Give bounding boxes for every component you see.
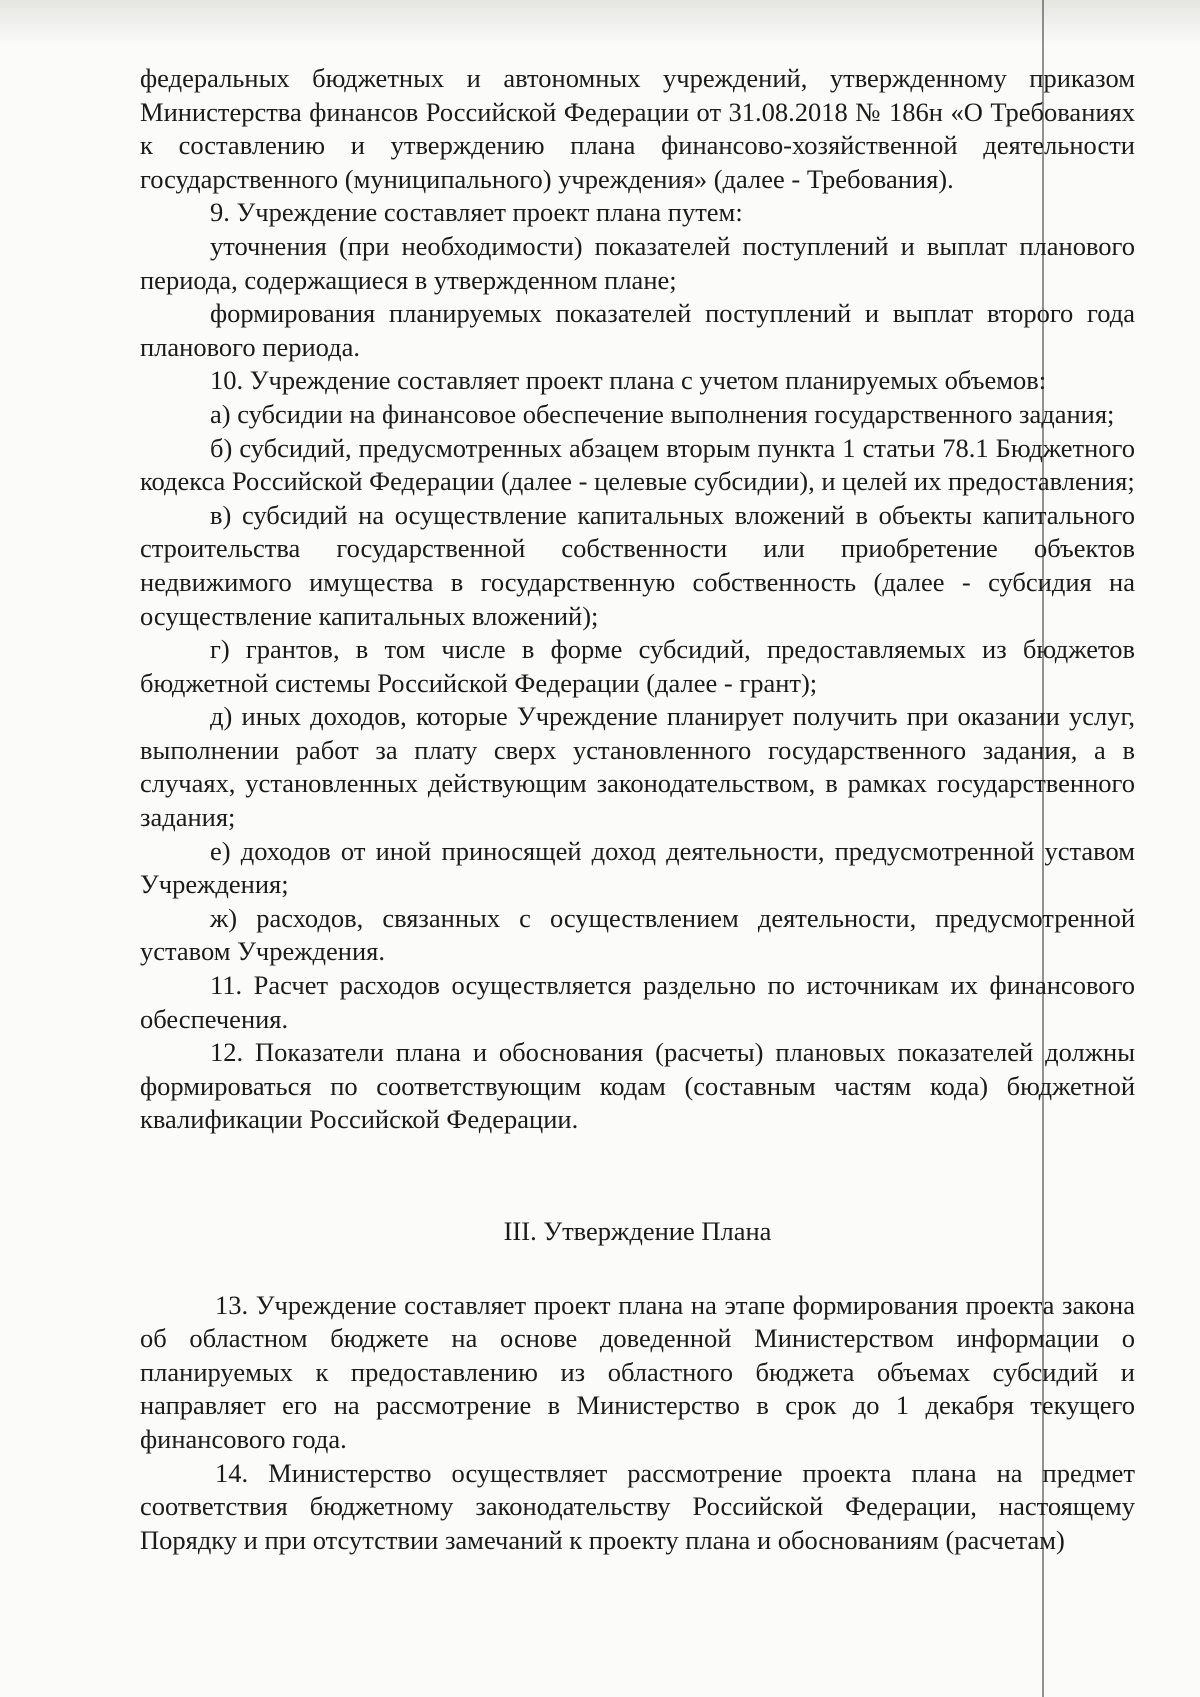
spacer <box>140 1137 1135 1215</box>
paragraph-9-item-1: уточнения (при необходимости) показателей поступлений и выплат планового периода, содержащиеся в утвержденном плане; <box>140 230 1135 295</box>
paragraph-requirements: федеральных бюджетных и автономных учреждений, утвержденному приказом Министерства финансов Российской Федерации от 31.08.2018 № 186н «О Требованиях к составлению и утверждению плана финансово-хозяйственной деятельности государственного (муниципального) учреждения» (далее - Требования). <box>140 63 1135 194</box>
spacer <box>140 1249 1135 1289</box>
paragraph-11: 11. Расчет расходов осуществляется раздельно по источникам их финансового обеспечения. <box>140 970 1135 1034</box>
paragraph-10-zh: ж) расходов, связанных с осуществлением деятельности, предусмотренной уставом Учреждения. <box>140 902 1135 967</box>
paragraph-10-v: в) субсидий на осуществление капитальных вложений в объекты капитального строительства государственной собственности или приобретение объектов недвижимого имущества в государственную собственность (далее - субсидия на осуществление капитальных вложений); <box>140 499 1135 631</box>
paragraph-10-d: д) иных доходов, которые Учреждение планирует получить при оказании услуг, выполнении работ за плату сверх установленного государственного задания, а в случаях, установленных действующим законодательством, в рамках государственного задания; <box>140 701 1135 833</box>
paragraph-9: 9. Учреждение составляет проект плана путем: <box>210 197 743 228</box>
paragraph-10-a: а) субсидии на финансовое обеспечение выполнения государственного задания; <box>210 398 1115 429</box>
paragraph-10-b: б) субсидий, предусмотренных абзацем вторым пункта 1 статьи 78.1 Бюджетного кодекса Российской Федерации (далее - целевые субсидии), и целей их предоставления; <box>140 432 1135 497</box>
paragraph-12: 12. Показатели плана и обоснования (расчеты) плановых показателей должны формироваться по соответствующим кодам (составным частям кода) бюджетной квалификации Российской Федерации. <box>140 1037 1135 1135</box>
section-title: III. Утверждение Плана <box>503 1216 772 1246</box>
paragraph-13: 13. Учреждение составляет проект плана на этапе формирования проекта закона об областном бюджете на основе доведенной Министерством информации о планируемых к предоставлению из областного бюджета объемах субсидий и направляет его на рассмотрение в Министерство в срок до 1 декабря текущего финансового года. <box>140 1289 1135 1454</box>
paragraph-9-item-2: формирования планируемых показателей поступлений и выплат второго года планового периода. <box>140 298 1135 362</box>
paragraph-10-e: е) доходов от иной приносящей доход деятельности, предусмотренной уставом Учреждения; <box>140 835 1135 900</box>
document-body <box>140 62 1135 1557</box>
paragraph-10: 10. Учреждение составляет проект плана с учетом планируемых объемов: <box>210 365 1047 396</box>
scan-shadow <box>0 0 1200 44</box>
paragraph-10-g: г) грантов, в том числе в форме субсидий, предоставляемых из бюджетов бюджетной системы Российской Федерации (далее - грант); <box>140 634 1135 698</box>
paragraph-14: 14. Министерство осуществляет рассмотрение проекта плана на предмет соответствия бюджетному законодательству Российской Федерации, настоящему Порядку и при отсутствии замечаний к проекту плана и обоснованиям (расчетам) <box>140 1457 1135 1555</box>
